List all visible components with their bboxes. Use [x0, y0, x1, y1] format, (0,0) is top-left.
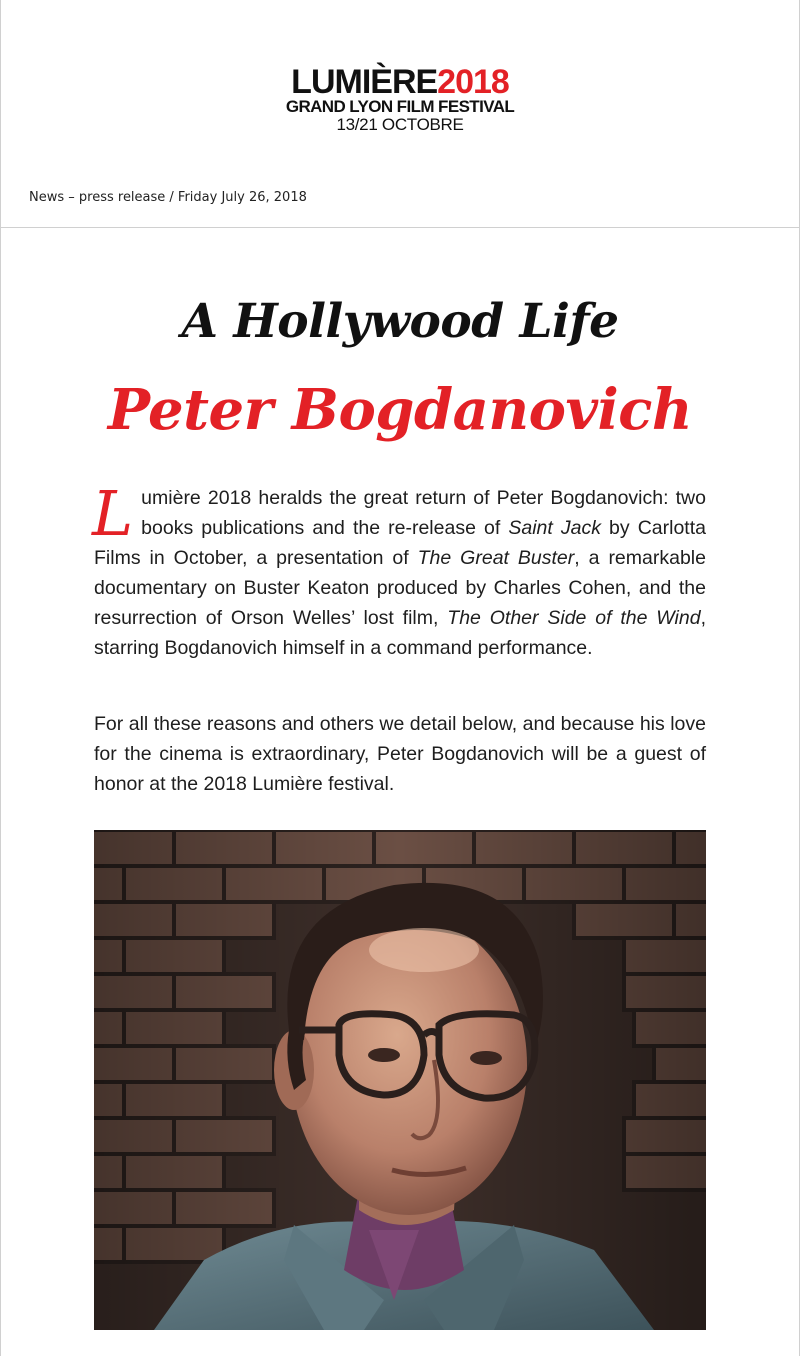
intro-text-3: , a remarkable documentary on Buster Keaton produced by Charles Cohen, and the resurrection of Orson Welles’ lost film, — [94, 547, 706, 629]
film-title-great-buster: The Great Buster — [417, 547, 575, 569]
drop-cap: L — [92, 477, 134, 550]
article-title: A Hollywood Life — [181, 294, 619, 349]
intro-text-1: umière 2018 heralds the great return of Peter Bogdanovich: two books publications and the re-release of — [141, 487, 706, 539]
portrait-photo — [94, 830, 706, 1330]
second-paragraph: For all these reasons and others we detail below, and because his love for the cinema is extraordinary, Peter Bogdanovich will be a guest of honor at the 2018 Lumière festival. — [94, 713, 706, 795]
dateline: News – press release / Friday July 26, 2018 — [29, 190, 307, 205]
logo-dates: 13/21 OCTOBRE — [336, 115, 464, 134]
film-title-saint-jack: Saint Jack — [508, 517, 601, 539]
logo-name: LUMIÈRE — [291, 63, 438, 101]
logo-festival-name: GRAND LYON FILM FESTIVAL — [285, 97, 515, 116]
festival-logo[interactable] — [0, 63, 800, 134]
intro-paragraph — [92, 477, 706, 663]
logo-year: 2018 — [437, 63, 509, 101]
header-divider — [0, 227, 800, 228]
article-subtitle: Peter Bogdanovich — [107, 377, 693, 443]
film-title-other-side: The Other Side of the Wind — [447, 607, 701, 629]
intro-text-4: , starring Bogdanovich himself in a command performance. — [94, 607, 706, 659]
intro-text-2: by Carlotta Films in October, a presentation of — [94, 517, 706, 569]
